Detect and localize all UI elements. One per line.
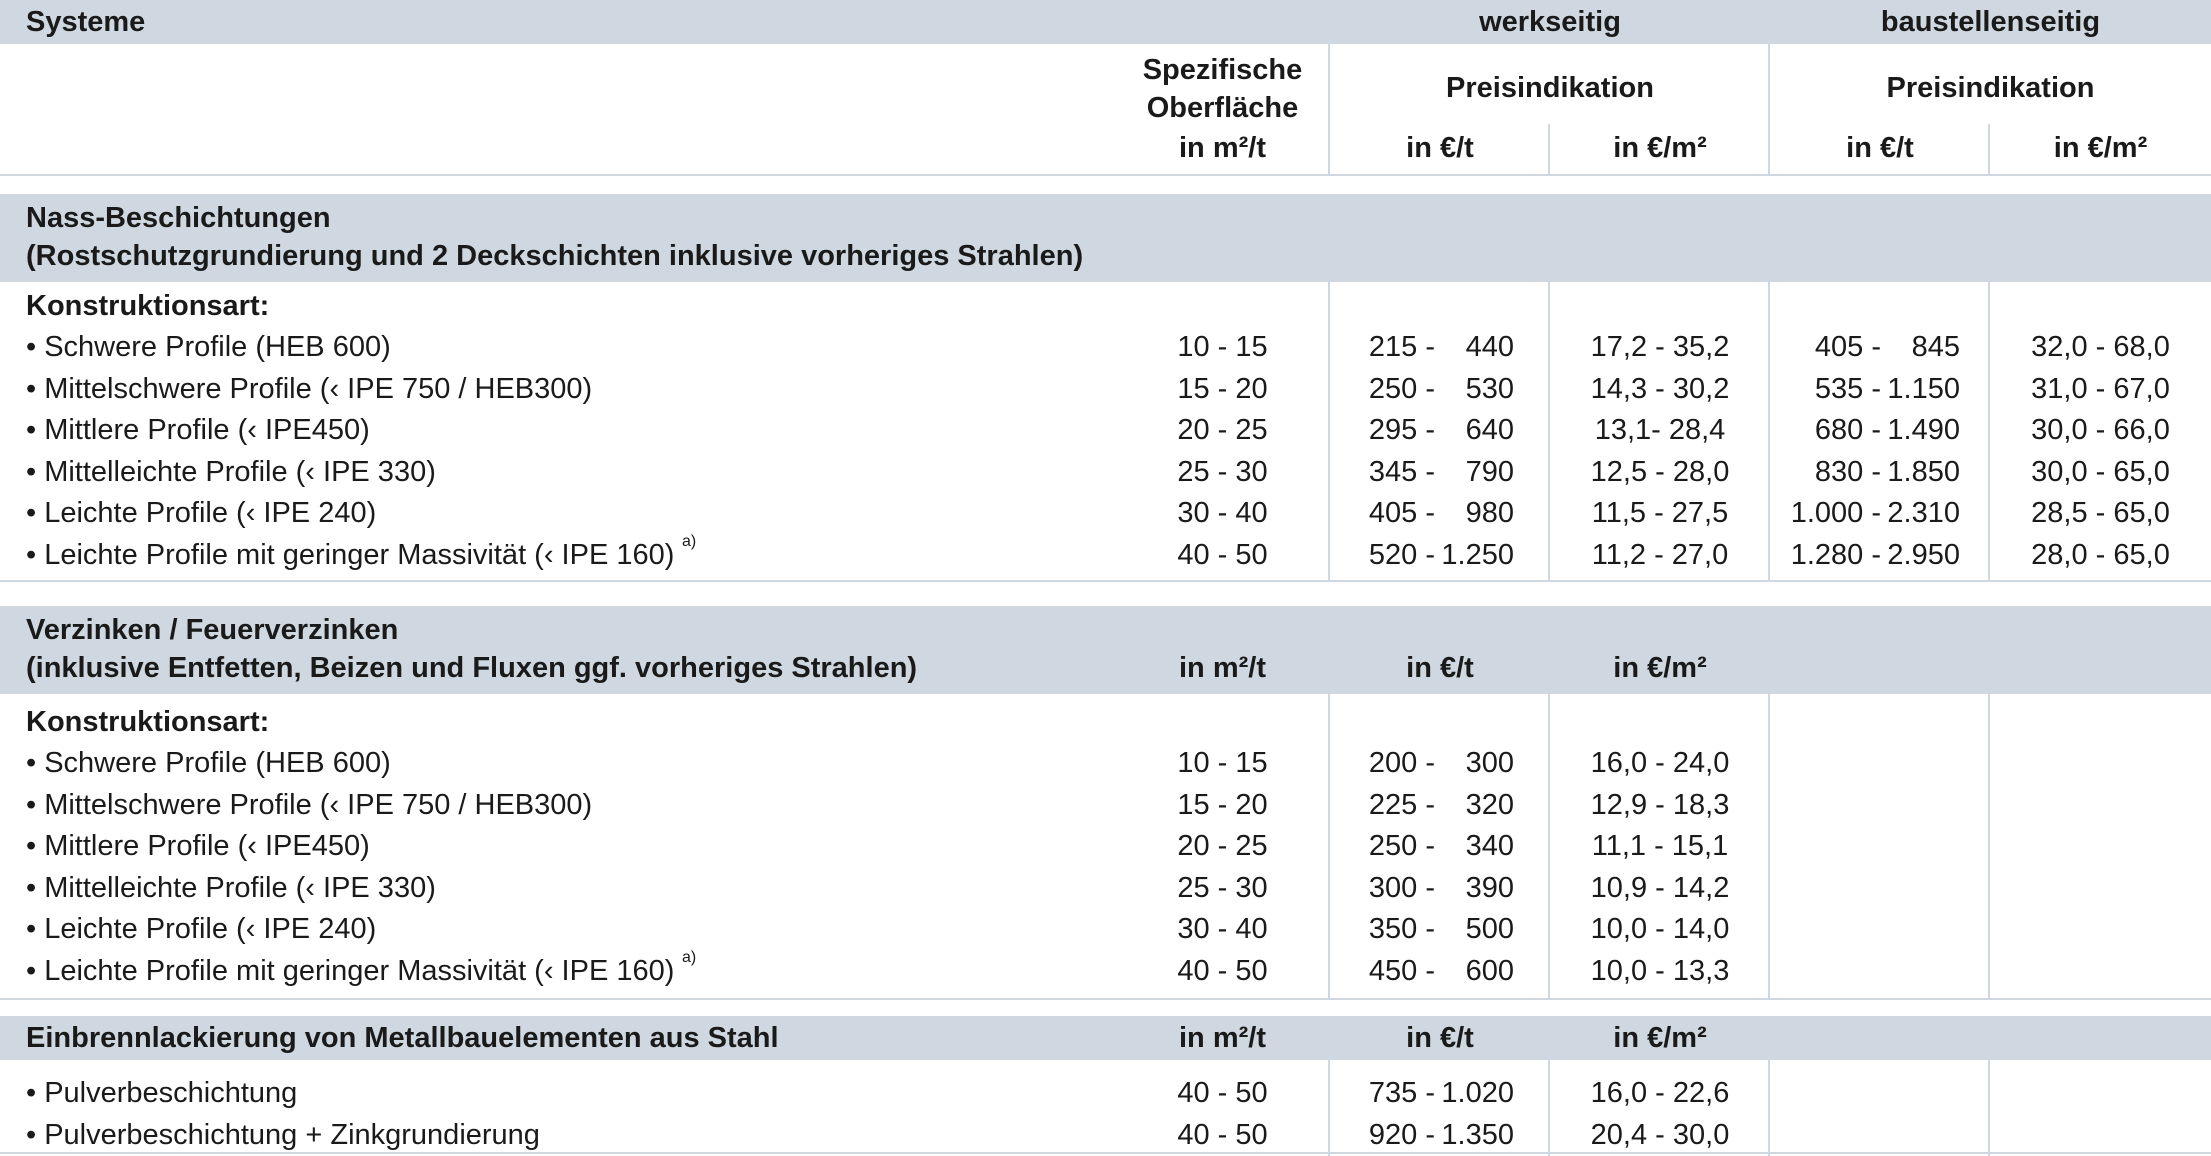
row-name: • Mittlere Profile (‹ IPE450) [26, 414, 370, 447]
table-row [0, 368, 2211, 410]
footnote-marker: a) [682, 949, 697, 966]
row-bau-t-to: 1.150 [1887, 372, 1960, 405]
table-row [0, 492, 2211, 534]
row-spez: 10 - 15 [1177, 331, 1268, 363]
row-werk-t-to: 790 [1465, 455, 1514, 488]
row-werk-m2: 17,2 - 35,2 [1590, 331, 1730, 363]
row-werk-t-to: 640 [1465, 414, 1514, 447]
table-row [0, 784, 2211, 826]
row-spez: 15 - 20 [1177, 788, 1268, 821]
row-bau-t-to: 2.310 [1887, 497, 1960, 530]
row-werk-m2: 14,3 - 30,2 [1590, 372, 1730, 405]
table-row [0, 1114, 2211, 1156]
row-werk-t-to: 440 [1465, 331, 1514, 363]
row-werk-t-from: 225 - [1368, 788, 1435, 821]
table-row [0, 825, 2211, 867]
row-spez: 15 - 20 [1177, 372, 1268, 405]
row-name: • Pulverbeschichtung + Zinkgrundierung [26, 1119, 540, 1151]
row-werk-t-to: 340 [1465, 830, 1514, 863]
row-werk-t-from: 295 - [1368, 414, 1435, 447]
bau-unit-t: in €/t [1846, 132, 1914, 164]
row-bau-t-from: 1.000 - [1790, 497, 1881, 530]
row-spez: 40 - 50 [1177, 1119, 1268, 1151]
werk-unit-t: in €/t [1406, 132, 1474, 164]
section-subtitle: (inklusive Entfetten, Beizen und Fluxen ggf. vorheriges Strahlen) [26, 652, 918, 684]
row-bau-t-from: 680 - [1814, 414, 1881, 447]
row-werk-t-to: 320 [1465, 788, 1514, 821]
row-bau-t-from: 1.280 - [1790, 539, 1881, 571]
row-werk-m2: 11,2 - 27,0 [1591, 539, 1729, 571]
row-bau-m2: 30,0 - 65,0 [2031, 455, 2170, 488]
row-werk-m2: 12,5 - 28,0 [1590, 455, 1730, 488]
section-unit-m2: in €/m² [1613, 652, 1707, 684]
row-werk-t-from: 735 - [1368, 1077, 1435, 1109]
row-werk-t-to: 1.020 [1441, 1077, 1514, 1109]
row-spez: 20 - 25 [1177, 830, 1268, 863]
table-row [0, 534, 2211, 576]
header-werkseitig: werkseitig [1479, 6, 1621, 38]
konstruktionsart-label: Konstruktionsart: [26, 706, 270, 738]
row-werk-t-to: 500 [1465, 913, 1514, 946]
footnote-marker: a) [682, 533, 697, 550]
row-name: • Leichte Profile mit geringer Massivität (‹ IPE 160) [26, 539, 675, 571]
row-name: • Mittelleichte Profile (‹ IPE 330) [26, 455, 436, 488]
row-spez: 40 - 50 [1177, 1077, 1268, 1109]
row-werk-m2: 13,1- 28,4 [1594, 414, 1726, 447]
table-row [0, 950, 2211, 992]
divider [1548, 124, 1550, 174]
row-werk-m2: 11,5 - 27,5 [1591, 497, 1729, 530]
row-name: • Mittelschwere Profile (‹ IPE 750 / HEB300) [26, 372, 593, 405]
spez-line2: Oberfläche [1146, 92, 1299, 124]
row-werk-t-from: 450 - [1368, 955, 1435, 987]
werk-preisindikation: Preisindikation [1446, 72, 1654, 104]
row-spez: 25 - 30 [1177, 871, 1268, 904]
row-werk-t-from: 250 - [1368, 830, 1435, 863]
spez-line1: Spezifische [1142, 54, 1303, 86]
row-name: • Schwere Profile (HEB 600) [26, 747, 391, 779]
row-spez: 30 - 40 [1177, 497, 1268, 530]
row-werk-m2: 10,9 - 14,2 [1590, 871, 1730, 904]
row-bau-t-to: 1.490 [1887, 414, 1960, 447]
row-spez: 10 - 15 [1177, 747, 1268, 779]
row-werk-t-from: 520 - [1368, 539, 1435, 571]
row-werk-t-from: 350 - [1368, 913, 1435, 946]
row-werk-t-from: 345 - [1368, 455, 1435, 488]
row-spez: 25 - 30 [1177, 455, 1268, 488]
row-werk-t-to: 1.250 [1441, 539, 1514, 571]
row-werk-t-from: 300 - [1368, 871, 1435, 904]
row-werk-t-to: 980 [1465, 497, 1514, 530]
row-werk-t-from: 405 - [1368, 497, 1435, 530]
section-title: Nass-Beschichtungen [26, 202, 331, 234]
row-werk-m2: 10,0 - 14,0 [1590, 913, 1730, 946]
row-bau-t-from: 405 - [1814, 331, 1881, 363]
divider [0, 998, 2211, 1000]
row-bau-m2: 28,5 - 65,0 [2031, 497, 2170, 530]
row-spez: 30 - 40 [1177, 913, 1268, 946]
table-row [0, 742, 2211, 784]
row-bau-m2: 28,0 - 65,0 [2031, 539, 2170, 571]
row-name: • Schwere Profile (HEB 600) [26, 331, 391, 363]
row-werk-m2: 11,1 - 15,1 [1591, 830, 1729, 863]
table-row [0, 409, 2211, 451]
row-bau-m2: 31,0 - 67,0 [2031, 372, 2170, 405]
row-bau-t-from: 830 - [1814, 455, 1881, 488]
row-name: • Leichte Profile mit geringer Massivität (‹ IPE 160) [26, 955, 675, 987]
row-name: • Mittlere Profile (‹ IPE450) [26, 830, 370, 863]
section-unit-t: in €/t [1406, 1022, 1474, 1054]
table-row [0, 1072, 2211, 1114]
table-row [0, 908, 2211, 950]
row-werk-t-from: 250 - [1368, 372, 1435, 405]
section-unit-m2: in €/m² [1613, 1022, 1707, 1054]
bau-preisindikation: Preisindikation [1886, 72, 2095, 104]
divider [1328, 44, 1330, 174]
row-bau-m2: 30,0 - 66,0 [2031, 414, 2170, 447]
header-systeme: Systeme [26, 6, 146, 38]
row-spez: 20 - 25 [1177, 414, 1268, 447]
row-werk-t-to: 390 [1465, 871, 1514, 904]
row-name: • Leichte Profile (‹ IPE 240) [26, 497, 377, 530]
row-werk-t-to: 600 [1465, 955, 1514, 987]
row-bau-t-to: 1.850 [1887, 455, 1960, 488]
header-baustellenseitig: baustellenseitig [1880, 6, 2101, 38]
row-werk-t-to: 1.350 [1441, 1119, 1514, 1151]
spez-unit: in m²/t [1179, 132, 1266, 164]
bau-unit-m2: in €/m² [2053, 132, 2148, 164]
konstruktionsart-label: Konstruktionsart: [26, 290, 270, 322]
row-werk-t-from: 920 - [1368, 1119, 1435, 1151]
table-row [0, 326, 2211, 368]
row-werk-t-from: 215 - [1368, 331, 1435, 363]
section-title: Verzinken / Feuerverzinken [26, 614, 399, 646]
row-name: • Pulverbeschichtung [26, 1077, 298, 1109]
row-werk-t-to: 300 [1465, 747, 1514, 779]
row-werk-m2: 20,4 - 30,0 [1590, 1119, 1730, 1151]
row-name: • Mittelleichte Profile (‹ IPE 330) [26, 871, 436, 904]
divider [1988, 124, 1990, 174]
row-werk-t-from: 200 - [1368, 747, 1435, 779]
row-werk-m2: 10,0 - 13,3 [1590, 955, 1730, 987]
divider [1768, 44, 1770, 174]
row-werk-m2: 16,0 - 24,0 [1590, 747, 1730, 779]
row-spez: 40 - 50 [1177, 955, 1268, 987]
table-row [0, 867, 2211, 909]
row-bau-t-from: 535 - [1814, 372, 1881, 405]
row-bau-m2: 32,0 - 68,0 [2031, 331, 2170, 363]
werk-unit-m2: in €/m² [1613, 132, 1707, 164]
divider [0, 580, 2211, 582]
row-werk-t-to: 530 [1465, 372, 1514, 405]
row-bau-t-to: 845 [1911, 331, 1960, 363]
section-unit-spez: in m²/t [1179, 652, 1266, 684]
row-bau-t-to: 2.950 [1887, 539, 1960, 571]
row-name: • Mittelschwere Profile (‹ IPE 750 / HEB300) [26, 788, 593, 821]
row-spez: 40 - 50 [1177, 539, 1268, 571]
section-unit-t: in €/t [1406, 652, 1474, 684]
section-subtitle: (Rostschutzgrundierung und 2 Deckschichten inklusive vorheriges Strahlen) [26, 240, 1084, 272]
divider [0, 174, 2211, 176]
section-unit-spez: in m²/t [1179, 1022, 1266, 1054]
section-title: Einbrennlackierung von Metallbauelementen aus Stahl [26, 1022, 779, 1054]
row-name: • Leichte Profile (‹ IPE 240) [26, 913, 377, 946]
row-werk-m2: 16,0 - 22,6 [1590, 1077, 1730, 1109]
table-row [0, 451, 2211, 493]
row-werk-m2: 12,9 - 18,3 [1590, 788, 1730, 821]
